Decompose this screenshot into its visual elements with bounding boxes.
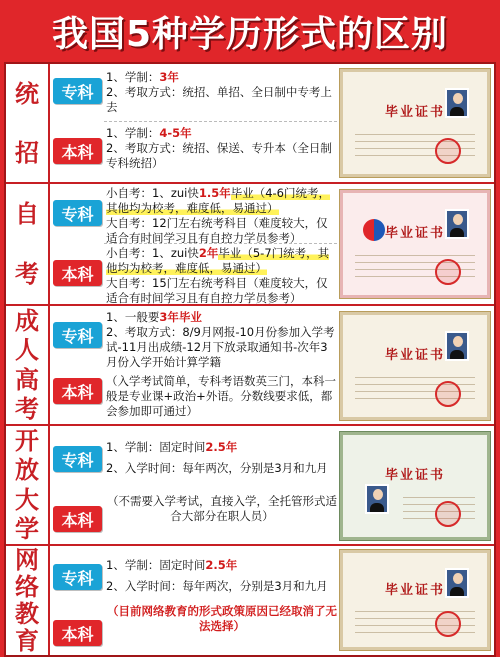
seal-icon xyxy=(435,611,461,637)
benke-desc xyxy=(106,126,338,171)
zhuanke-badge: 专科 xyxy=(53,564,102,590)
certificate-image xyxy=(340,190,490,298)
category-char: 成 xyxy=(15,306,39,335)
desc-text: 2、考取方式：统招、保送、专升本（全日制专科统招） xyxy=(106,141,332,170)
certificate-image xyxy=(340,550,490,650)
desc-note: （入学考试简单，专科考语数英三门，本科一般是专业课+政治+外语。分数线要求低，都会参加即可通过） xyxy=(106,374,336,418)
zhuanke-badge: 专科 xyxy=(53,200,102,226)
duration-highlight: 3年 xyxy=(159,70,179,84)
desc-text: 毕业（5-7门统考，其他均为校考，难度低，易通过） xyxy=(106,246,330,275)
duration-highlight: 3年毕业 xyxy=(159,310,202,324)
certificate-title: 毕业证书 xyxy=(384,467,445,483)
certificate-title: 毕业证书 xyxy=(384,347,445,363)
zhuanke-badge: 专科 xyxy=(53,322,102,348)
desc-text: 大自考：12门左右统考科目（难度较大，仅适合有时间学习且有自控力学员参考） xyxy=(106,216,328,245)
desc-text: 2、入学时间：每年两次，分别是3月和九月 xyxy=(106,579,328,593)
zhuanke-desc xyxy=(106,70,338,115)
desc-text: 大自考：15门左右统考科目（难度较大，仅适合有时间学习且有自控力学员参考） xyxy=(106,276,328,305)
portrait-photo xyxy=(445,568,469,598)
seal-icon xyxy=(435,138,461,164)
category-tongzhao xyxy=(6,64,50,182)
desc-text: 1、学制：固定时间 xyxy=(106,440,206,454)
duration-highlight: 1.5年 xyxy=(198,186,231,200)
benke-badge: 本科 xyxy=(53,506,102,532)
desc-note: （目前网络教育的形式政策原因已经取消了无法选择） xyxy=(107,604,337,633)
kaifang-desc xyxy=(106,440,338,524)
duration-highlight: 2.5年 xyxy=(205,440,238,454)
desc-text: 1、学制：固定时间 xyxy=(106,558,206,572)
desc-text: 1、学制： xyxy=(106,126,160,140)
desc-text: 2、考取方式：统招、单招、全日制中专考上去 xyxy=(106,85,332,114)
category-char: 考 xyxy=(15,395,39,424)
category-char: 招 xyxy=(15,138,39,167)
benke-badge: 本科 xyxy=(53,620,102,646)
benke-badge: 本科 xyxy=(53,138,102,164)
category-char: 育 xyxy=(15,627,39,656)
chengkao-desc xyxy=(106,310,338,419)
desc-text: 2、考取方式：8/9月网报-10月份参加入学考试-11月出成绩-12月下放录取通知书-次年3月份入学开始计算学籍 xyxy=(106,325,335,369)
title-bar xyxy=(0,0,500,62)
row-tongzhao xyxy=(6,64,494,184)
certificate-title: 毕业证书 xyxy=(384,583,445,599)
seal-icon xyxy=(435,259,461,285)
category-char: 学 xyxy=(15,515,39,544)
page-title: 我国5种学历形式的区别 xyxy=(51,13,449,55)
zhuanke-badge: 专科 xyxy=(53,78,102,104)
category-char: 人 xyxy=(15,336,39,365)
seal-icon xyxy=(435,501,461,527)
desc-text: 1、一般要 xyxy=(106,310,160,324)
category-wangluo xyxy=(6,546,50,655)
zhuanke-desc xyxy=(106,186,338,246)
benke-badge: 本科 xyxy=(53,260,102,286)
portrait-photo xyxy=(445,209,469,239)
zhuanke-badge: 专科 xyxy=(53,446,102,472)
desc-text: 2、入学时间：每年两次，分别是3月和九月 xyxy=(106,461,328,475)
category-char: 放 xyxy=(15,456,39,485)
desc-text: 小自考：1、zui快 xyxy=(106,246,199,260)
desc-text: 1、学制： xyxy=(106,70,160,84)
portrait-photo xyxy=(445,88,469,118)
portrait-photo xyxy=(445,331,469,361)
certificate-title: 毕业证书 xyxy=(384,225,445,241)
certificate-image xyxy=(340,69,490,177)
category-char: 络 xyxy=(15,572,39,601)
row-zikao xyxy=(6,184,494,306)
duration-highlight: 2.5年 xyxy=(205,558,238,572)
desc-text: 毕业（4-6门统考，其他均为校考，难度低，易通过） xyxy=(106,186,331,215)
row-kaifang xyxy=(6,426,494,546)
category-char: 教 xyxy=(15,600,39,629)
category-zikao xyxy=(6,184,50,304)
wangluo-desc xyxy=(106,558,338,634)
category-char: 大 xyxy=(15,485,39,514)
comparison-board xyxy=(4,62,496,657)
row-wangluo xyxy=(6,546,494,655)
category-kaifang xyxy=(6,426,50,544)
category-chengkao xyxy=(6,306,50,424)
category-char: 统 xyxy=(15,79,39,108)
desc-text: 小自考：1、zui快 xyxy=(106,186,199,200)
category-char: 考 xyxy=(15,260,39,288)
desc-note: （不需要入学考试，直接入学，全托管形式适合大部分在职人员） xyxy=(107,494,337,523)
row-chengkao xyxy=(6,306,494,426)
category-char: 自 xyxy=(15,200,39,228)
duration-highlight: 4-5年 xyxy=(159,126,192,140)
category-char: 网 xyxy=(15,545,39,574)
benke-badge: 本科 xyxy=(53,378,102,404)
category-char: 高 xyxy=(15,365,39,394)
portrait-photo xyxy=(365,484,389,514)
certificate-image xyxy=(340,312,490,420)
category-char: 开 xyxy=(15,426,39,455)
duration-highlight: 2年 xyxy=(198,246,219,260)
benke-desc xyxy=(106,246,338,306)
seal-icon xyxy=(435,381,461,407)
certificate-title: 毕业证书 xyxy=(384,104,445,120)
certificate-image xyxy=(340,432,490,540)
